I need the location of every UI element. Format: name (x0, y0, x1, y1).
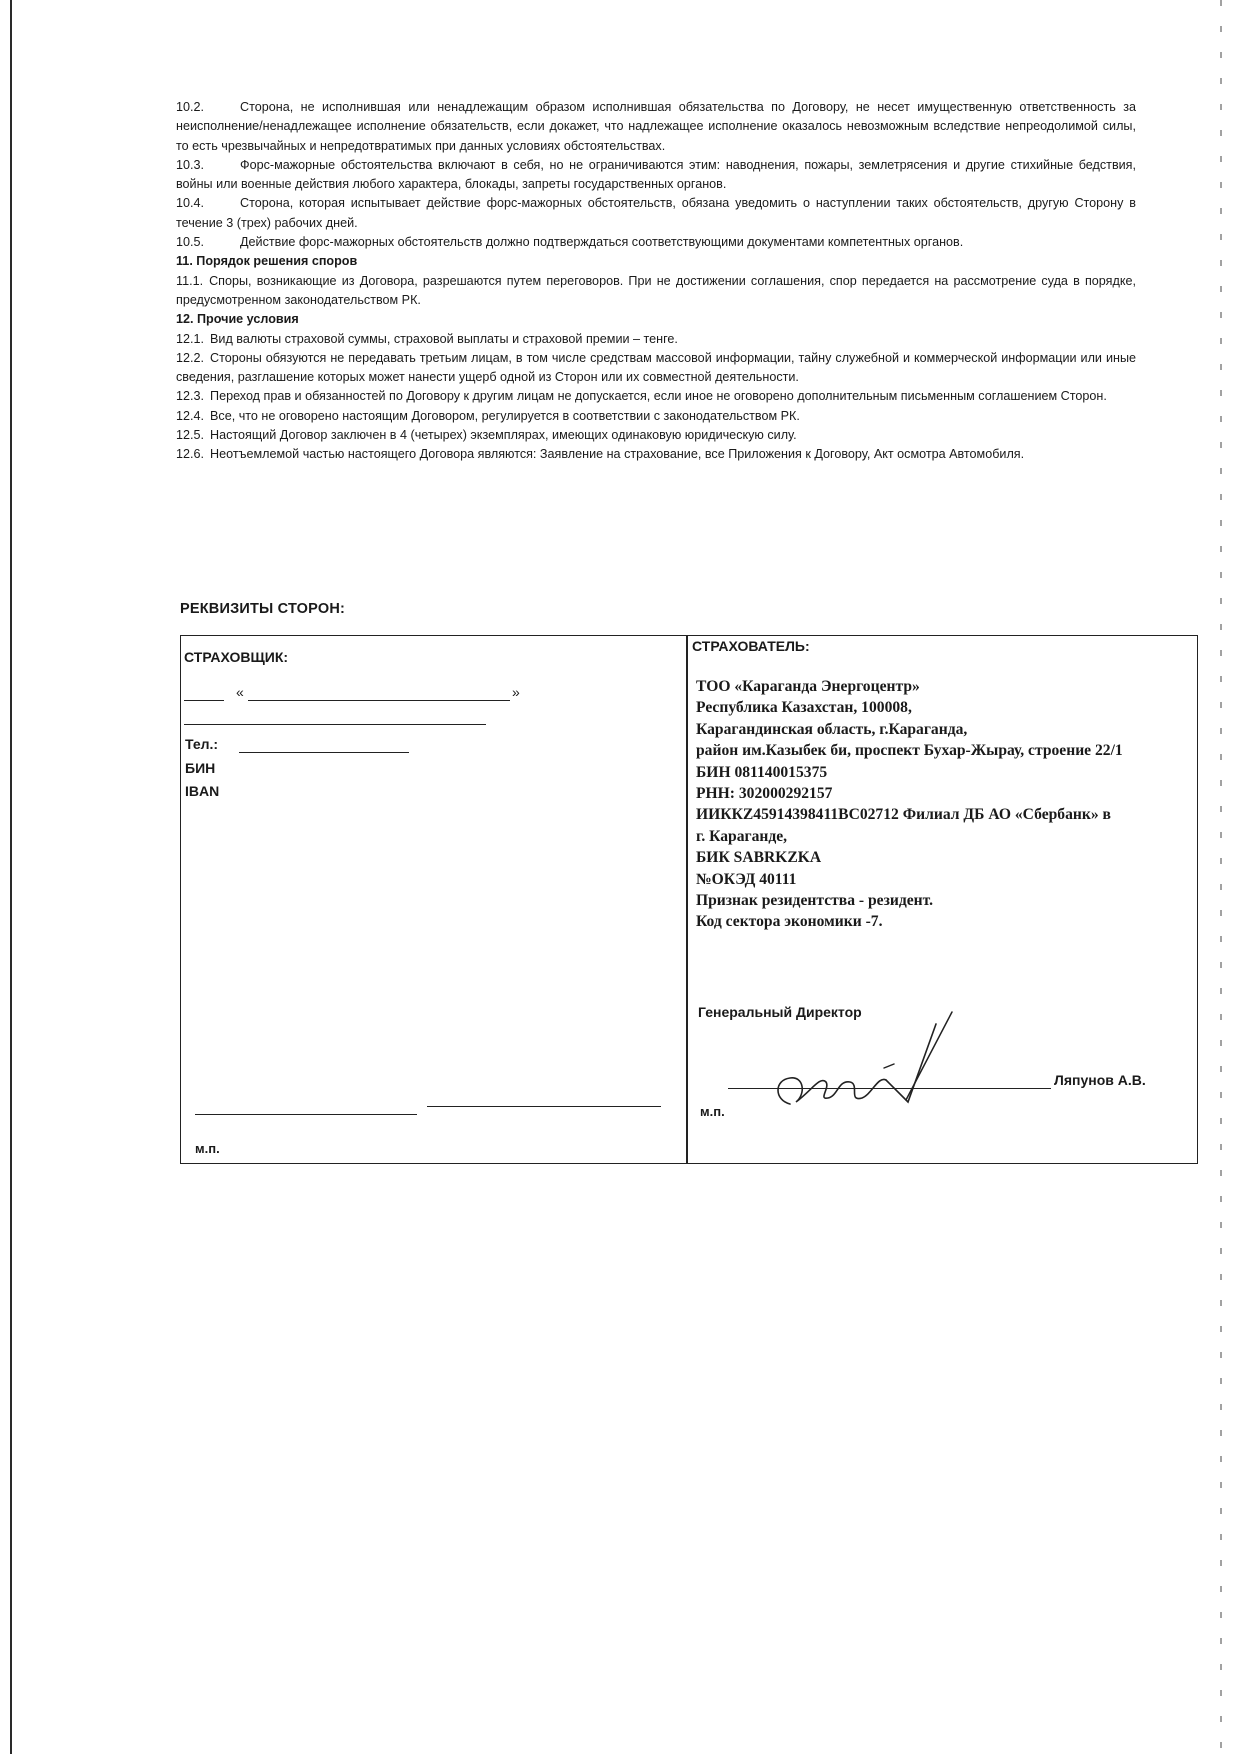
clause-12-3 (176, 387, 1136, 406)
clause-10-3 (176, 156, 1136, 195)
clause-text: Вид валюты страховой суммы, страховой выплаты и страховой премии – тенге. (210, 331, 678, 346)
blank-line (184, 700, 224, 701)
org-residency: Признак резидентства - резидент. (696, 892, 934, 910)
close-quote: » (512, 684, 520, 700)
signer-role: Генеральный Директор (698, 1004, 862, 1020)
org-bik: БИК SABRKZKA (696, 849, 822, 867)
org-oked: №ОКЭД 40111 (696, 870, 797, 888)
clause-number: 11.1. (176, 273, 204, 288)
org-bank-city: г. Караганде, (696, 827, 788, 845)
clause-number: 12.1. (176, 331, 205, 346)
requisites-table (180, 635, 1198, 1164)
clause-text: Неотъемлемой частью настоящего Договора являются: Заявление на страхование, все Приложения к Договору, Акт осмотра Автомобиля. (210, 447, 1025, 462)
clause-number: 12.6. (176, 447, 205, 462)
clause-12-4 (176, 407, 1136, 426)
scan-edge-left (10, 0, 12, 1754)
clause-text: Настоящий Договор заключен в 4 (четырех) экземплярах, имеющих одинаковую юридическую силу. (210, 428, 797, 443)
clause-text: Сторона, которая испытывает действие форс-мажорных обстоятельств, обязана уведомить о наступлении таких обстоятельств, другую Сторону в течение 3 (трех) рабочих дней. (176, 196, 1136, 230)
clause-text: Все, что не оговорено настоящим Договором, регулируется в соответствии с законодательством РК. (210, 408, 800, 423)
clause-number: 12.3. (176, 389, 205, 404)
insurer-tel-label: Тел.: (185, 736, 219, 752)
blank-line (184, 724, 486, 725)
contract-terms (176, 98, 1136, 465)
org-address-region: Карагандинская область, г.Караганда, (696, 720, 968, 738)
signer-name: Ляпунов А.В. (1054, 1072, 1146, 1088)
clause-number: 10.2. (176, 100, 205, 114)
requisites-title: РЕКВИЗИТЫ СТОРОН: (180, 601, 346, 617)
clause-12-5 (176, 426, 1136, 445)
insurer-name-line (427, 1106, 661, 1107)
insurer-name-field (184, 684, 524, 704)
clause-text: Переход прав и обязанностей по Договору к другим лицам не допускается, если иное не оговорено дополнительным письменным соглашением Сторон. (210, 389, 1107, 404)
policyholder-details (696, 676, 1188, 933)
scan-edge-right (1220, 0, 1222, 1754)
clause-10-4 (176, 194, 1136, 233)
clause-10-2 (176, 98, 1136, 156)
org-iik-bank: ИИККZ45914398411BC02712 Филиал ДБ АО «Сбербанк» в (696, 806, 1111, 824)
clause-text: Форс-мажорные обстоятельства включают в себя, но не ограничиваются этим: наводнения, пожары, землетрясения и другие стихийные бедствия, войны или военные действия любого характера, блокады, запреты государственных органов. (176, 157, 1136, 192)
section-11-heading: 11. Порядок решения споров (176, 254, 358, 269)
org-address-country: Республика Казахстан, 100008, (696, 699, 912, 717)
clause-10-5 (176, 233, 1136, 252)
policyholder-column (688, 636, 1197, 1163)
insurer-iban-label: IBAN (185, 783, 220, 799)
insurer-bin-label: БИН (185, 760, 216, 776)
clause-text: Действие форс-мажорных обстоятельств должно подтверждаться соответствующими документами компетентных органов. (240, 235, 964, 250)
org-name: ТОО «Караганда Энергоцентр» (696, 678, 920, 695)
clause-11-1 (176, 272, 1136, 311)
org-economy-sector: Код сектора экономики -7. (696, 913, 883, 931)
clause-number: 12.4. (176, 408, 205, 423)
clause-12-6 (176, 445, 1136, 464)
clause-text: Сторона, не исполнившая или ненадлежащим образом исполнившая обязательства по Договору, не несет имущественную ответственность за неисполнение/ненадлежащее исполнение обязательств, если докажет, что надлежащее исполнение оказалось невозможным вследствие непреодолимой силы, то есть чрезвычайных и непредотвратимых при данных условиях обстоятельствах. (176, 100, 1136, 153)
clause-text: Споры, возникающие из Договора, разрешаются путем переговоров. При не достижении соглашения, спор передается на рассмотрение суда в порядке, предусмотренном законодательством РК. (176, 273, 1136, 307)
clause-number: 10.4. (176, 196, 205, 211)
org-rnn: РНН: 302000292157 (696, 785, 833, 803)
section-12-heading: 12. Прочие условия (176, 312, 299, 327)
handwritten-signature (768, 1006, 958, 1116)
clause-12-2 (176, 349, 1136, 388)
clause-number: 10.3. (176, 157, 205, 172)
insurer-stamp-place: м.п. (195, 1141, 220, 1156)
policyholder-signature-line (728, 1088, 1051, 1089)
clause-12-1 (176, 330, 1136, 349)
insurer-heading: СТРАХОВЩИК: (184, 649, 289, 665)
clause-text: Стороны обязуются не передавать третьим лицам, в том числе средствам массовой информации, тайну служебной и коммерческой информации или иные сведения, разглашение которых может нанести ущерб одной из Сторон или их совместной деятельности. (176, 350, 1136, 385)
clause-number: 12.2. (176, 350, 205, 365)
clause-number: 10.5. (176, 235, 205, 250)
blank-line (248, 700, 510, 701)
insurer-column (181, 636, 686, 1163)
org-bin: БИН 081140015375 (696, 763, 828, 781)
tel-blank-line (239, 752, 409, 753)
insurer-signature-line (195, 1114, 417, 1115)
policyholder-heading: СТРАХОВАТЕЛЬ: (692, 638, 810, 654)
org-address-street: район им.Казыбек би, проспект Бухар-Жырау, строение 22/1 (696, 742, 1123, 760)
policyholder-stamp-place: м.п. (700, 1104, 725, 1119)
clause-number: 12.5. (176, 428, 205, 443)
open-quote: « (236, 684, 244, 700)
